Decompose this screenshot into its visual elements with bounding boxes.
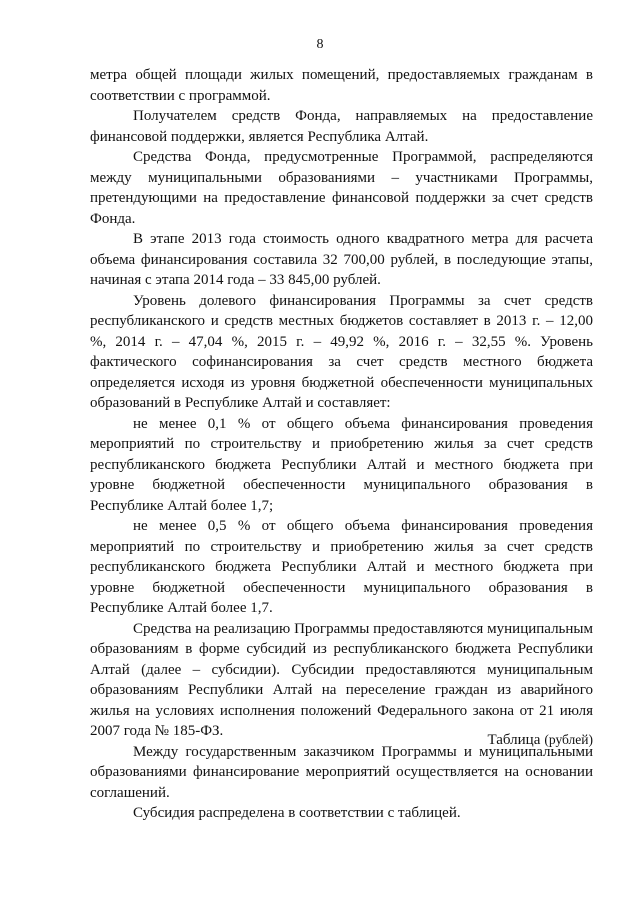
paragraph-fund-distribution: Средства Фонда, предусмотренные Программой, распределяются между муниципальными образованиями – участниками Программы, претендующими на предоставление финансовой поддержки за счет средств Фонда. bbox=[90, 149, 593, 227]
table-caption-label: Таблица bbox=[487, 732, 541, 748]
paragraph-square-meter-cost: В этапе 2013 года стоимость одного квадратного метра для расчета объема финансирования составила 32 700,00 рублей, в последующие этапы, начиная с этапа 2014 года – 33 845,00 рублей. bbox=[90, 231, 593, 288]
table-caption-unit: (рублей) bbox=[544, 732, 593, 747]
paragraph-subsidies: Средства на реализацию Программы предоставляются муниципальным образованиям в форме субсидий из республиканского бюджета Республики Алтай (далее – субсидии). Субсидии предоставляются муниципальным образованиям Республики Алтай на переселение граждан из аварийного жилья на условиях исполнения положений Федерального закона от 21 июля 2007 года № 185-ФЗ. bbox=[90, 620, 593, 739]
paragraph-agreements: Между государственным заказчиком Программы и муниципальными образованиями финансирование мероприятий осуществляется на основании соглашений. bbox=[90, 743, 593, 801]
paragraph-continuation: метра общей площади жилых помещений, предоставляемых гражданам в соответствии с программой. bbox=[90, 67, 593, 104]
paragraph-min-0-1-percent: не менее 0,1 % от общего объема финансирования проведения мероприятий по строительству и приобретению жилья за счет средств республиканского бюджета Республики Алтай и местного бюджета при уровне бюджетной обеспеченности муниципального образования в Республике Алтай более 1,7; bbox=[90, 415, 593, 514]
body-text bbox=[90, 65, 593, 824]
page-number: 8 bbox=[316, 37, 324, 52]
paragraph-cofinancing-level: Уровень долевого финансирования Программы за счет средств республиканского и средств местных бюджетов составляет в 2013 г. – 12,00 %, 2014 г. – 47,04 %, 2015 г. – 49,92 %, 2016 г. – 32,55 %. Уровень фактического софинансирования за счет средств местного бюджета определяется исходя из уровня бюджетной обеспеченности муниципальных образований в Республике Алтай и составляет: bbox=[90, 292, 593, 411]
paragraph-subsidy-table-ref: Субсидия распределена в соответствии с таблицей. bbox=[133, 805, 461, 821]
paragraph-min-0-5-percent: не менее 0,5 % от общего объема финансирования проведения мероприятий по строительству и приобретению жилья за счет средств республиканского бюджета Республики Алтай и местного бюджета при уровне бюджетной обеспеченности муниципального образования в Республике Алтай более 1,7. bbox=[90, 518, 593, 616]
paragraph-fund-recipient: Получателем средств Фонда, направляемых на предоставление финансовой поддержки, является Республика Алтай. bbox=[90, 108, 593, 145]
table-caption bbox=[487, 730, 593, 750]
